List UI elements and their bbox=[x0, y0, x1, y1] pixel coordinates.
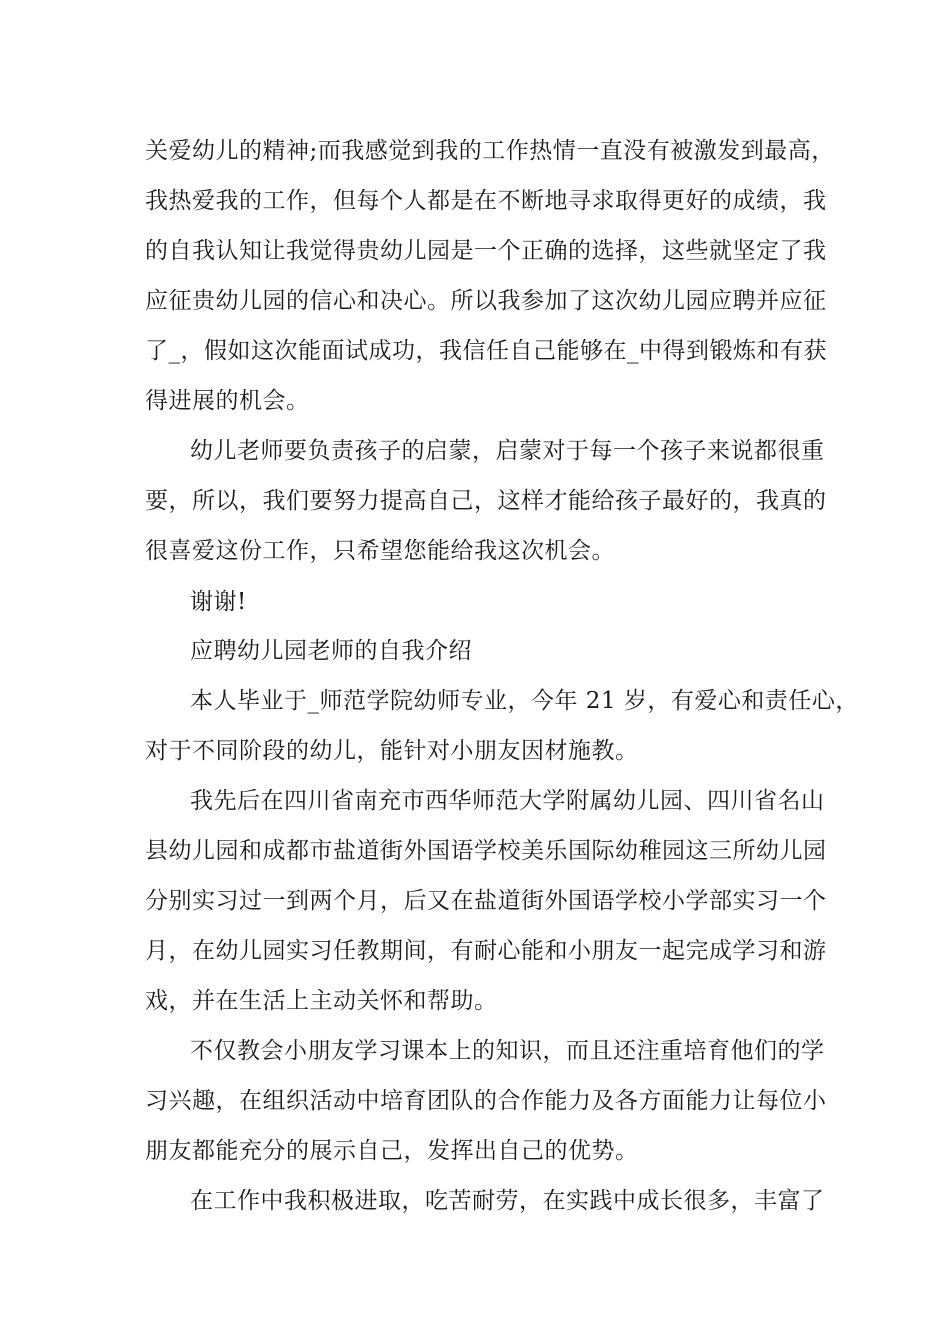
text-line: 对于不同阶段的幼儿，能针对小朋友因材施教。 bbox=[145, 738, 639, 764]
text-line: 习兴趣，在组织活动中培育团队的合作能力及各方面能力让每位小 bbox=[145, 1088, 827, 1114]
text-line: 的自我认知让我觉得贵幼儿园是一个正确的选择，这些就坚定了我 bbox=[145, 238, 827, 264]
text-line: 得进展的机会。 bbox=[145, 388, 310, 414]
text-line: 我热爱我的工作，但每个人都是在不断地寻求取得更好的成绩，我 bbox=[145, 188, 827, 214]
thanks-line: 谢谢! bbox=[190, 589, 247, 615]
paragraph-start-line: 本人毕业于_师范学院幼师专业，今年 21 岁，有爱心和责任心， bbox=[190, 688, 859, 714]
text-line: 朋友都能充分的展示自己，发挥出自己的优势。 bbox=[145, 1138, 639, 1164]
paragraph-start-line: 幼儿老师要负责孩子的启蒙，启蒙对于每一个孩子来说都很重 bbox=[190, 438, 825, 464]
paragraph-start-line: 在工作中我积极进取，吃苦耐劳，在实践中成长很多，丰富了 bbox=[190, 1188, 825, 1214]
text-line: 县幼儿园和成都市盐道街外国语学校美乐国际幼稚园这三所幼儿园 bbox=[145, 838, 827, 864]
paragraph-start-line: 不仅教会小朋友学习课本上的知识，而且还注重培育他们的学 bbox=[190, 1038, 825, 1064]
text-line: 了_，假如这次能面试成功，我信任自己能够在_中得到锻炼和有获 bbox=[145, 338, 827, 364]
text-line: 分别实习过一到两个月，后又在盐道街外国语学校小学部实习一个 bbox=[145, 888, 827, 914]
text-line: 要，所以，我们要努力提高自己，这样才能给孩子最好的，我真的 bbox=[145, 488, 827, 514]
paragraph-start-line: 我先后在四川省南充市西华师范大学附属幼儿园、四川省名山 bbox=[190, 788, 825, 814]
text-line: 月，在幼儿园实习任教期间，有耐心能和小朋友一起完成学习和游 bbox=[145, 938, 827, 964]
text-line: 应征贵幼儿园的信心和决心。所以我参加了这次幼儿园应聘并应征 bbox=[145, 288, 827, 314]
text-line: 戏，并在生活上主动关怀和帮助。 bbox=[145, 988, 498, 1014]
text-line: 关爱幼儿的精神;而我感觉到我的工作热情一直没有被激发到最高， bbox=[145, 138, 835, 164]
text-line: 很喜爱这份工作，只希望您能给我这次机会。 bbox=[145, 538, 615, 564]
section-title: 应聘幼儿园老师的自我介绍 bbox=[190, 638, 472, 664]
